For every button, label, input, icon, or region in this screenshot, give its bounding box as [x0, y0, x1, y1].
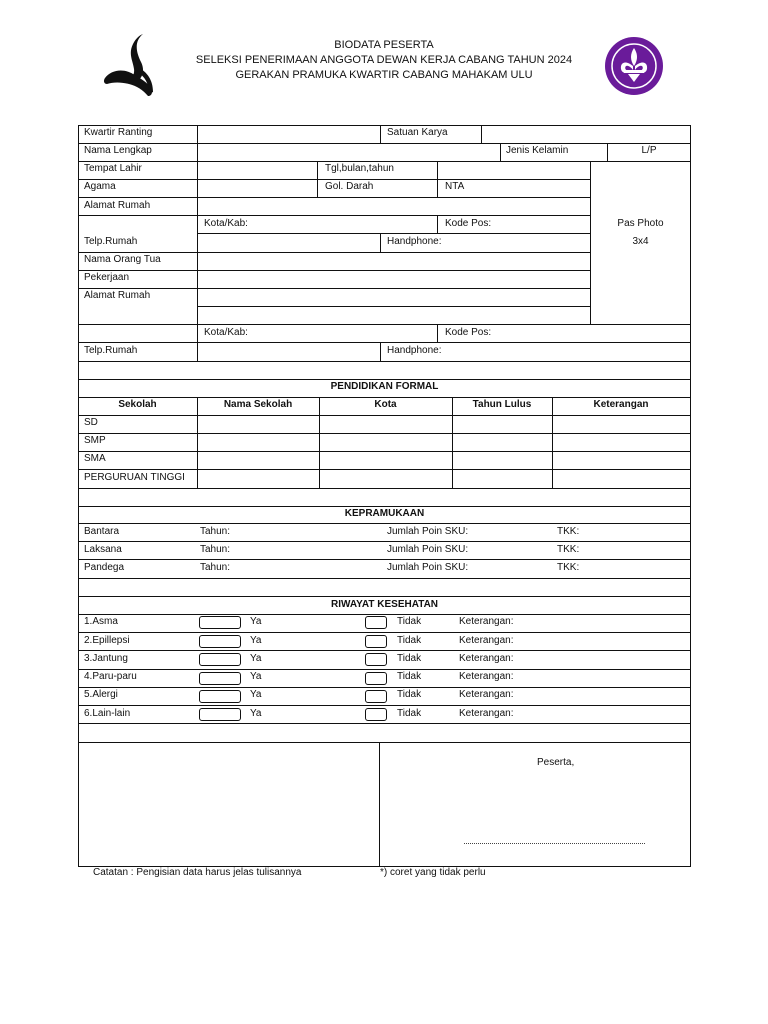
keterangan-label: Keterangan:: [459, 689, 514, 700]
label-nta: NTA: [445, 181, 465, 192]
column-header-tahun-lulus: Tahun Lulus: [472, 399, 532, 410]
section-title-pendidikan: PENDIDIKAN FORMAL: [330, 381, 439, 392]
form-title: BIODATA PESERTA: [334, 39, 434, 51]
school-row-label: SMP: [84, 435, 106, 446]
form-subtitle: SELEKSI PENERIMAAN ANGGOTA DEWAN KERJA CABANG TAHUN 2024: [195, 54, 573, 66]
photo-size-label: 3x4: [632, 236, 649, 247]
telp-rumah-field[interactable]: [198, 234, 379, 251]
health-condition-label: 3.Jantung: [84, 653, 128, 664]
scout-tahun-label: Tahun:: [200, 562, 231, 573]
label-telp-rumah-ortu: Telp.Rumah: [84, 345, 138, 356]
photo-or-notes-area: [79, 743, 378, 865]
label-alamat-rumah: Alamat Rumah: [84, 200, 151, 211]
form-organization: GERAKAN PRAMUKA KWARTIR CABANG MAHAKAM ULU: [235, 69, 533, 81]
scout-level-label: Bantara: [84, 526, 120, 537]
ya-checkbox[interactable]: [199, 616, 241, 629]
health-condition-label: 4.Paru-paru: [84, 671, 137, 682]
school-row-label: SD: [84, 417, 98, 428]
ya-label: Ya: [250, 708, 262, 719]
footer-note-coret: *) coret yang tidak perlu: [380, 867, 486, 878]
ya-label: Ya: [250, 689, 262, 700]
scout-tkk-label: TKK:: [557, 526, 580, 537]
label-jenis-kelamin: Jenis Kelamin: [506, 145, 569, 156]
tidak-checkbox[interactable]: [365, 616, 387, 629]
school-row-label: PERGURUAN TINGGI: [84, 472, 185, 483]
scout-level-label: Laksana: [84, 544, 122, 555]
label-pekerjaan: Pekerjaan: [84, 272, 130, 283]
signature-line[interactable]: [464, 843, 645, 844]
tidak-checkbox[interactable]: [365, 690, 387, 703]
label-kwartir-ranting: Kwartir Ranting: [84, 127, 153, 138]
label-handphone: Handphone:: [387, 236, 442, 247]
tidak-label: Tidak: [397, 689, 422, 700]
pas-photo-label: Pas Photo: [617, 218, 664, 229]
scout-tkk-label: TKK:: [557, 562, 580, 573]
tempat-lahir-field[interactable]: [198, 162, 316, 179]
health-condition-label: 5.Alergi: [84, 689, 118, 700]
tidak-checkbox[interactable]: [365, 653, 387, 666]
label-handphone-ortu: Handphone:: [387, 345, 442, 356]
label-kode-pos-ortu: Kode Pos:: [445, 327, 492, 338]
ya-checkbox[interactable]: [199, 708, 241, 721]
scout-poin-sku-label: Jumlah Poin SKU:: [387, 526, 469, 537]
ya-label: Ya: [250, 635, 262, 646]
label-telp-rumah: Telp.Rumah: [84, 236, 138, 247]
scout-tahun-label: Tahun:: [200, 544, 231, 555]
label-kota-kab-ortu: Kota/Kab:: [204, 327, 248, 338]
column-header-kota: Kota: [374, 399, 397, 410]
keterangan-label: Keterangan:: [459, 708, 514, 719]
satuan-karya-field[interactable]: [482, 126, 689, 143]
keterangan-label: Keterangan:: [459, 616, 514, 627]
ya-checkbox[interactable]: [199, 653, 241, 666]
column-header-sekolah: Sekolah: [118, 399, 157, 410]
kwartir-ranting-field[interactable]: [198, 126, 379, 143]
label-nama-orang-tua: Nama Orang Tua: [84, 254, 161, 265]
agama-field[interactable]: [198, 180, 316, 197]
peserta-signature-label: Peserta,: [537, 757, 575, 768]
alamat-rumah-ortu-field[interactable]: [198, 289, 589, 306]
scout-tahun-label: Tahun:: [200, 526, 231, 537]
label-kode-pos: Kode Pos:: [445, 218, 492, 229]
ya-checkbox[interactable]: [199, 672, 241, 685]
alamat-rumah-field[interactable]: [198, 198, 589, 215]
scout-tkk-label: TKK:: [557, 544, 580, 555]
school-row-label: SMA: [84, 453, 106, 464]
scout-poin-sku-label: Jumlah Poin SKU:: [387, 562, 469, 573]
section-title-kesehatan: RIWAYAT KESEHATAN: [330, 599, 439, 610]
scout-poin-sku-label: Jumlah Poin SKU:: [387, 544, 469, 555]
tidak-label: Tidak: [397, 708, 422, 719]
footer-note-catatan: Catatan : Pengisian data harus jelas tulisannya: [93, 867, 302, 878]
label-tgl-bulan-tahun: Tgl,bulan,tahun: [325, 163, 394, 174]
ya-checkbox[interactable]: [199, 635, 241, 648]
ya-label: Ya: [250, 653, 262, 664]
keterangan-label: Keterangan:: [459, 653, 514, 664]
health-condition-label: 2.Epillepsi: [84, 635, 130, 646]
pekerjaan-field[interactable]: [198, 271, 589, 288]
label-tempat-lahir: Tempat Lahir: [84, 163, 142, 174]
label-gol-darah: Gol. Darah: [325, 181, 374, 192]
section-title-kepramukaan: KEPRAMUKAAN: [344, 508, 425, 519]
health-condition-label: 1.Asma: [84, 616, 118, 627]
tidak-checkbox[interactable]: [365, 672, 387, 685]
column-header-keterangan: Keterangan: [593, 399, 649, 410]
tidak-checkbox[interactable]: [365, 708, 387, 721]
label-agama: Agama: [84, 181, 116, 192]
column-header-nama-sekolah: Nama Sekolah: [223, 399, 293, 410]
tgl-lahir-field[interactable]: [438, 162, 589, 179]
label-kota-kab: Kota/Kab:: [204, 218, 248, 229]
tidak-checkbox[interactable]: [365, 635, 387, 648]
scout-fleur-de-lis-emblem-icon: [604, 36, 664, 96]
ya-label: Ya: [250, 671, 262, 682]
telp-rumah-ortu-field[interactable]: [198, 343, 379, 360]
tidak-label: Tidak: [397, 671, 422, 682]
gender-lp-option[interactable]: L/P: [641, 145, 657, 156]
health-condition-label: 6.Lain-lain: [84, 708, 131, 719]
nama-lengkap-field[interactable]: [198, 144, 499, 161]
scout-level-label: Pandega: [84, 562, 125, 573]
tidak-label: Tidak: [397, 653, 422, 664]
tunas-kelapa-icon: [103, 32, 157, 98]
label-satuan-karya: Satuan Karya: [387, 127, 448, 138]
label-nama-lengkap: Nama Lengkap: [84, 145, 152, 156]
keterangan-label: Keterangan:: [459, 671, 514, 682]
label-alamat-rumah-ortu: Alamat Rumah: [84, 290, 151, 301]
tidak-label: Tidak: [397, 616, 422, 627]
tidak-label: Tidak: [397, 635, 422, 646]
ya-checkbox[interactable]: [199, 690, 241, 703]
keterangan-label: Keterangan:: [459, 635, 514, 646]
nama-orang-tua-field[interactable]: [198, 253, 589, 270]
ya-label: Ya: [250, 616, 262, 627]
